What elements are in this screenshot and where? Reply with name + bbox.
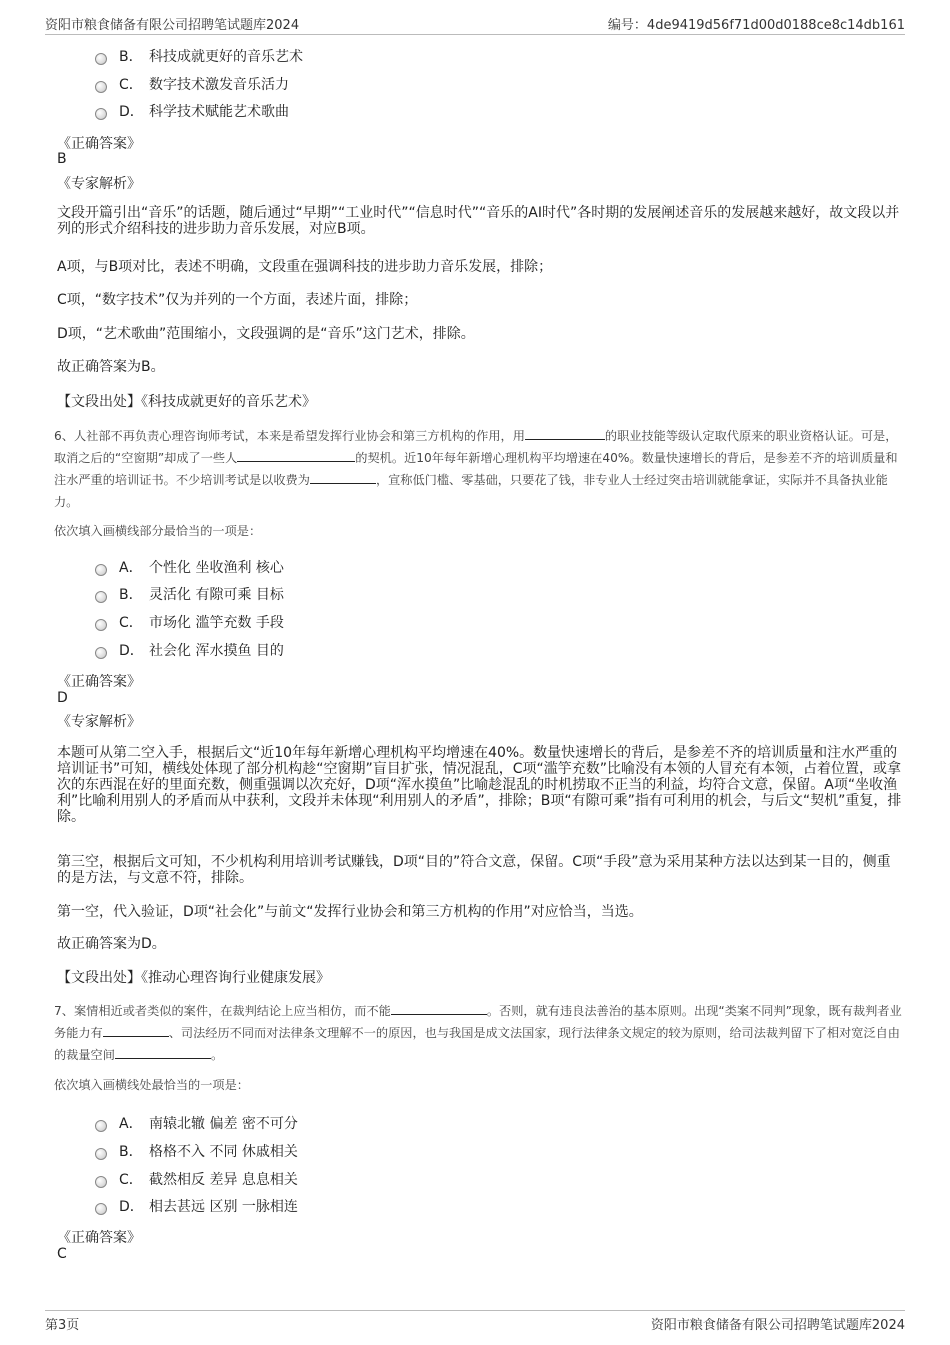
q6-option-c[interactable]: C． 市场化 滥竽充数 手段 [95, 612, 284, 632]
q6-blank-3 [310, 470, 376, 484]
q6-stem: 6、人社部不再负责心理咨询师考试，本来是希望发挥行业协会和第三方机构的作用，用 的职业技能等级认定取代原来的职业资格认证。可是，取消之后的“空窗期”却成了一些人 的契机。近10年每年新增心理机构平均增速在40%。数量快速增长的背后，是参差不齐的培训质量和注水严重的培训证书。不少培训考试是以收费为 ，宣称低门槛、零基础，只要花了钱，非专业人士经过突击培训就能拿证，实际并不具备执业能力。 [54, 425, 902, 513]
q5-answer-label: 《正确答案》 [57, 136, 141, 152]
radio-icon[interactable] [95, 591, 107, 603]
document-id: 编号：4de9419d56f71d00d0188ce8c14db161 [607, 18, 905, 33]
q5-source: 【文段出处】《科技成就更好的音乐艺术》 [57, 394, 316, 410]
header-divider [45, 34, 905, 35]
q6-blank-1 [525, 426, 605, 440]
q5-analysis-p4: D项，“艺术歌曲”范围缩小，文段强调的是“音乐”这门艺术，排除。 [57, 326, 475, 342]
q6-analysis-p3: 第一空，代入验证，D项“社会化”与前文“发挥行业协会和第三方机构的作用”对应恰当，当选。 [57, 904, 643, 920]
q6-analysis-p4: 故正确答案为D。 [57, 936, 166, 952]
q7-option-a[interactable]: A． 南辕北辙 偏差 密不可分 [95, 1113, 298, 1133]
q5-analysis-p2: A项，与B项对比，表述不明确，文段重在强调科技的进步助力音乐发展，排除； [57, 259, 553, 275]
footer-divider [45, 1310, 905, 1311]
q5-option-d[interactable]: D． 科学技术赋能艺术歌曲 [95, 101, 289, 121]
q5-analysis-p3: C项，“数字技术”仅为并列的一个方面，表述片面，排除； [57, 292, 418, 308]
q6-source: 【文段出处】《推动心理咨询行业健康发展》 [57, 970, 330, 986]
q7-option-d[interactable]: D． 相去甚远 区别 一脉相连 [95, 1196, 298, 1216]
radio-icon[interactable] [95, 564, 107, 576]
page-number: 第3页 [45, 1318, 80, 1333]
radio-icon[interactable] [95, 647, 107, 659]
q6-answer-label: 《正确答案》 [57, 674, 141, 690]
q7-answer: C [57, 1246, 67, 1262]
q5-answer: B [57, 151, 67, 167]
q6-analysis-p1: 本题可从第二空入手，根据后文“近10年每年新增心理机构平均增速在40%。数量快速增长的背后，是参差不齐的培训质量和注水严重的培训证书”可知，横线处体现了部分机构趁“空窗期”盲目扩张，情况混乱，C项“滥竽充数”比喻没有本领的人冒充有本领，占着位置，或拿次的东西混在好的里面充数，侧重强调以次充好，D项“浑水摸鱼”比喻趁混乱的时机捞取不正当的利益，均符合文意，保留。A项“坐收渔利”比喻利用别人的矛盾而从中获利，文段并未体现“利用别人的矛盾”，排除；B项“有隙可乘”指有可利用的机会，与后文“契机”重复，排除。 [57, 745, 902, 825]
q7-stem: 7、案情相近或者类似的案件，在裁判结论上应当相仿，而不能 。否则，就有违良法善治的基本原则。出现“类案不同判”现象，既有裁判者业务能力有 、司法经历不同而对法律条文理解不一的原因，也与我国是成文法国家，现行法律条文规定的较为原则，给司法裁判留下了相对宽泛自由的裁量空间 。 [54, 1000, 902, 1066]
radio-icon[interactable] [95, 1148, 107, 1160]
radio-icon[interactable] [95, 619, 107, 631]
q7-option-c[interactable]: C． 截然相反 差异 息息相关 [95, 1169, 298, 1189]
q6-blank-2 [237, 448, 355, 462]
q6-prompt: 依次填入画横线部分最恰当的一项是： [54, 524, 262, 538]
q7-blank-3 [115, 1045, 211, 1059]
q5-analysis-label: 《专家解析》 [57, 176, 141, 192]
q7-prompt: 依次填入画横线处最恰当的一项是： [54, 1078, 249, 1092]
radio-icon[interactable] [95, 1120, 107, 1132]
q6-option-a[interactable]: A． 个性化 坐收渔利 核心 [95, 557, 284, 577]
radio-icon[interactable] [95, 108, 107, 120]
header-title: 资阳市粮食储备有限公司招聘笔试题库2024 [45, 18, 300, 33]
q6-analysis-label: 《专家解析》 [57, 714, 141, 730]
q7-blank-2 [103, 1023, 169, 1037]
footer-title: 资阳市粮食储备有限公司招聘笔试题库2024 [650, 1318, 905, 1333]
q7-blank-1 [391, 1001, 487, 1015]
q5-option-c[interactable]: C． 数字技术激发音乐活力 [95, 74, 289, 94]
radio-icon[interactable] [95, 53, 107, 65]
q5-analysis-p5: 故正确答案为B。 [57, 359, 165, 375]
q6-answer: D [57, 690, 68, 706]
q7-option-b[interactable]: B． 格格不入 不同 休戚相关 [95, 1141, 298, 1161]
radio-icon[interactable] [95, 1203, 107, 1215]
q6-option-d[interactable]: D． 社会化 浑水摸鱼 目的 [95, 640, 284, 660]
q5-analysis-p1: 文段开篇引出“音乐”的话题，随后通过“早期”“工业时代”“信息时代”“音乐的AI时代”各时期的发展阐述音乐的发展越来越好，故文段以并列的形式介绍科技的进步助力音乐发展，对应B项。 [57, 205, 900, 237]
radio-icon[interactable] [95, 1176, 107, 1188]
q7-answer-label: 《正确答案》 [57, 1230, 141, 1246]
q6-option-b[interactable]: B． 灵活化 有隙可乘 目标 [95, 584, 284, 604]
radio-icon[interactable] [95, 81, 107, 93]
q5-option-b[interactable]: B． 科技成就更好的音乐艺术 [95, 46, 303, 66]
q6-analysis-p2: 第三空，根据后文可知，不少机构利用培训考试赚钱，D项“目的”符合文意，保留。C项“手段”意为采用某种方法以达到某一目的，侧重的是方法，与文意不符，排除。 [57, 854, 891, 886]
